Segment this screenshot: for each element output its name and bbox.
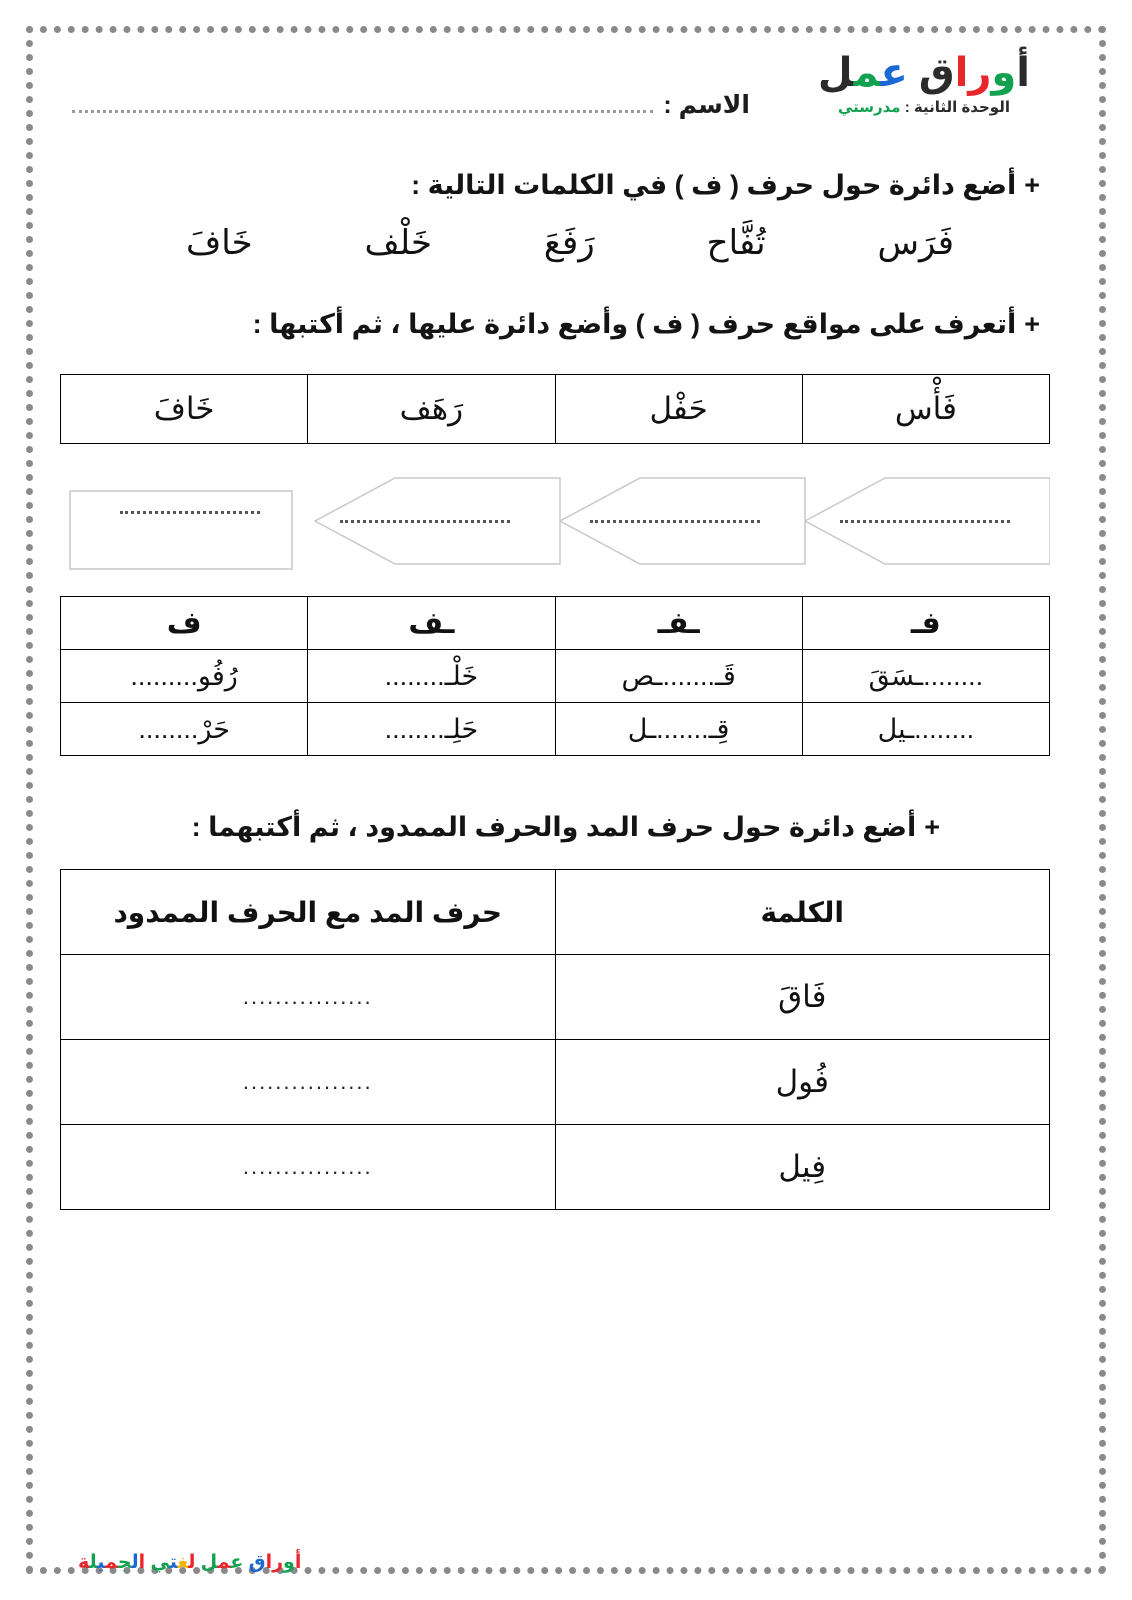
table-row: [61, 1040, 1050, 1125]
table-header-row: [61, 597, 1050, 650]
worksheet-header: [60, 44, 1050, 148]
footer-text-part-7: ل: [188, 1552, 196, 1573]
question-3-text: أضع دائرة حول حرف المد والحرف الممدود ، ثم أكتبهما :: [191, 812, 917, 842]
question-3-marker: +: [924, 812, 940, 842]
footer-brand-text: [78, 1551, 301, 1574]
table-row: [61, 1125, 1050, 1210]
exercise-3-word-cell[interactable]: فِيل: [555, 1125, 1050, 1210]
exercise-3-answer-cell[interactable]: ................: [61, 1125, 556, 1210]
question-2-heading: [60, 309, 1050, 340]
arrow-blank-4[interactable]: [120, 503, 260, 514]
brand-title-part-3: ق: [907, 51, 955, 95]
brand-title: [818, 52, 1030, 94]
worksheet-content: [60, 44, 1050, 1544]
letter-form-header: ـفـ: [555, 597, 802, 650]
student-name-label: الاسم :: [663, 91, 750, 119]
exercise-1-word[interactable]: فَرَس: [877, 224, 955, 262]
question-1-marker: +: [1024, 170, 1040, 200]
footer-text-part-11: ا: [138, 1552, 146, 1573]
footer-text-part-12: ل: [131, 1552, 139, 1573]
footer-text-part-16: ل: [89, 1552, 98, 1573]
letter-form-header: ـف: [308, 597, 555, 650]
exercise-1-word-strip: [60, 223, 1050, 263]
exercise-2-word-cell[interactable]: فَأْس: [802, 375, 1049, 444]
brand-subtitle-accent: مدرستي: [837, 99, 901, 116]
exercise-2-fill-cell[interactable]: ........ـسَقَ: [802, 650, 1049, 703]
table-row: [61, 955, 1050, 1040]
footer-text-part-14: م: [105, 1552, 118, 1573]
exercise-2-fill-cell[interactable]: ........ـيل: [802, 703, 1049, 756]
footer-text-part-5: م: [217, 1552, 231, 1573]
footer-text-part-3: ق: [243, 1552, 266, 1573]
table-row: [61, 375, 1050, 444]
exercise-1-word[interactable]: خَلْف: [364, 224, 432, 262]
brand-title-part-2: را: [954, 51, 992, 95]
footer-text-part-0: أ: [294, 1552, 302, 1573]
letter-form-header: ف: [61, 597, 308, 650]
arrow-blank-3[interactable]: [340, 512, 510, 523]
exercise-2-fill-cell[interactable]: حَرْ........: [61, 703, 308, 756]
exercise-3-table: [60, 869, 1050, 1210]
letter-form-header: فـ: [802, 597, 1049, 650]
exercise-3-answer-cell[interactable]: ................: [61, 955, 556, 1040]
exercise-3-answer-cell[interactable]: ................: [61, 1040, 556, 1125]
exercise-3-column-header: الكلمة: [555, 870, 1050, 955]
brand-logo: [818, 52, 1030, 116]
student-name-input[interactable]: [72, 104, 653, 113]
brand-title-part-6: ل: [817, 51, 854, 95]
exercise-1-word[interactable]: رَفَعَ: [543, 224, 595, 262]
question-1-heading: [60, 170, 1050, 201]
question-2-text: أتعرف على مواقع حرف ( ف ) وأضع دائرة عليها ، ثم أكتبها :: [252, 309, 1017, 339]
brand-subtitle-main: الوحدة الثانية :: [900, 99, 1010, 116]
footer-text-part-13: ج: [117, 1552, 132, 1573]
brand-title-part-0: أ: [1016, 51, 1030, 95]
exercise-2-arrow-band: [60, 446, 1050, 596]
exercise-2-fill-cell[interactable]: خَلْـ........: [308, 650, 555, 703]
exercise-2-fill-cell[interactable]: قَـ.......ـص: [555, 650, 802, 703]
exercise-3-word-cell[interactable]: فَاقَ: [555, 955, 1050, 1040]
footer-text-part-8: غ: [177, 1552, 189, 1573]
footer-text-part-17: ة: [78, 1552, 90, 1573]
exercise-1-word[interactable]: خَافَ: [185, 224, 253, 262]
brand-title-part-5: م: [853, 51, 881, 95]
exercise-2-fill-cell[interactable]: رُفُو.........: [61, 650, 308, 703]
footer-text-part-15: ي: [97, 1552, 106, 1573]
table-header-row: [61, 870, 1050, 955]
exercise-2-position-table: [60, 596, 1050, 756]
brand-subtitle: [818, 98, 1030, 116]
exercise-1-word[interactable]: تُفَّاح: [706, 224, 766, 262]
exercise-2-fill-cell[interactable]: قِـ.......ـل: [555, 703, 802, 756]
exercise-2-word-table: [60, 374, 1050, 444]
footer-text-part-10: ي: [145, 1552, 170, 1573]
footer-text-part-4: ع: [230, 1552, 244, 1573]
exercise-2-word-cell[interactable]: حَفْل: [555, 375, 802, 444]
brand-title-part-1: و: [991, 51, 1017, 95]
question-1-text: أضع دائرة حول حرف ( ف ) في الكلمات التالية :: [411, 170, 1017, 200]
exercise-2-word-cell[interactable]: رَهَف: [308, 375, 555, 444]
footer-text-part-1: و: [283, 1552, 295, 1573]
brand-title-part-4: ع: [880, 51, 908, 95]
question-2-marker: +: [1024, 309, 1040, 339]
exercise-2-word-cell[interactable]: خَافَ: [61, 375, 308, 444]
arrow-blank-1[interactable]: [840, 512, 1010, 523]
table-row: [61, 650, 1050, 703]
question-3-heading: [60, 812, 1050, 843]
exercise-2-fill-cell[interactable]: حَلِـ........: [308, 703, 555, 756]
arrow-blank-2[interactable]: [590, 512, 760, 523]
exercise-3-column-header: حرف المد مع الحرف الممدود: [61, 870, 556, 955]
footer-text-part-9: ت: [169, 1552, 178, 1573]
exercise-3-word-cell[interactable]: فُول: [555, 1040, 1050, 1125]
table-row: [61, 703, 1050, 756]
footer-text-part-2: را: [265, 1552, 284, 1573]
student-name-field[interactable]: [72, 90, 750, 120]
worksheet-footer: [0, 1551, 1132, 1574]
footer-text-part-6: ل: [195, 1552, 218, 1573]
